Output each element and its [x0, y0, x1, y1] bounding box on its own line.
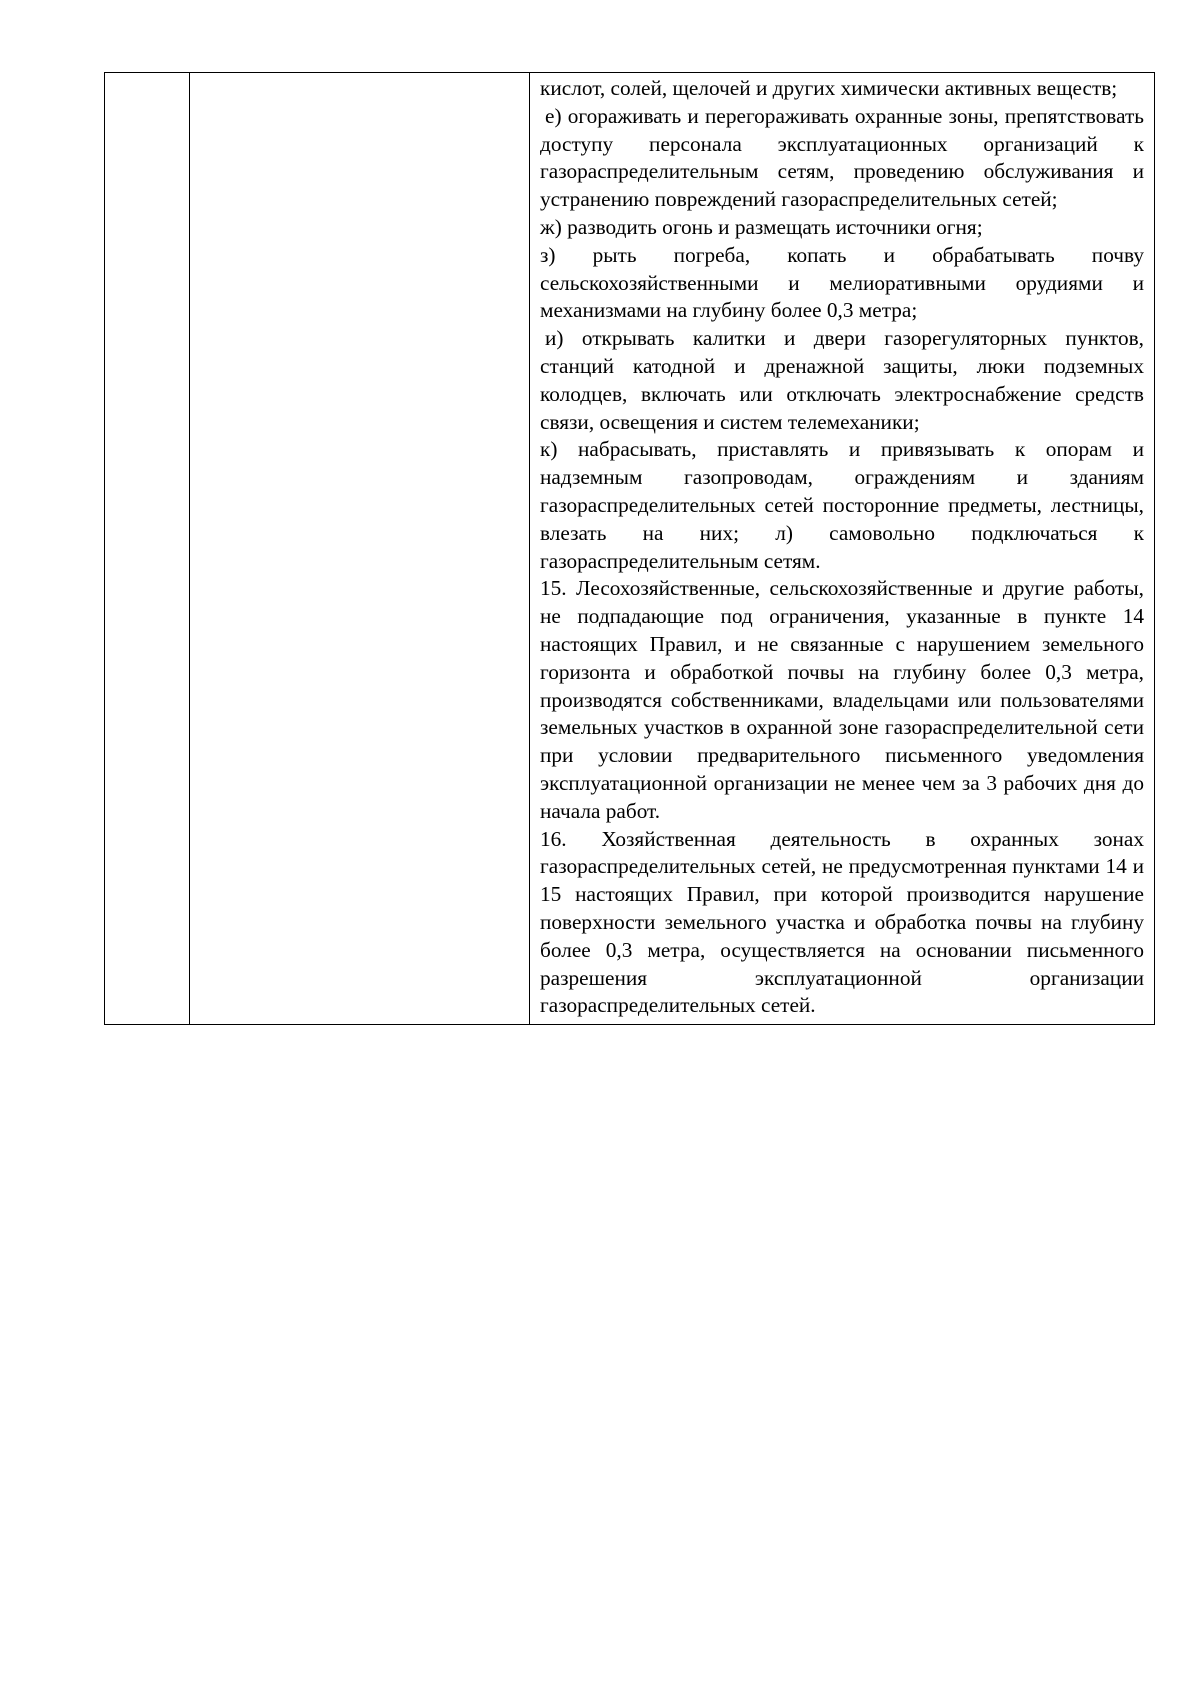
paragraph-item-e: е) огораживать и перегораживать охранные зоны, препятствовать доступу персонала эксплуатационных организаций к газораспределительным сетям, проведению обслуживания и устранению повреждений газораспределительных сетей;	[540, 103, 1144, 212]
paragraph-clause-16: 16. Хозяйственная деятельность в охранных зонах газораспределительных сетей, не предусмотренная пунктами 14 и 15 настоящих Правил, при которой производится нарушение поверхности земельного участка и обработка почвы на глубину более 0,3 метра, осуществляется на основании письменного разрешения эксплуатационной организации газораспределительных сетей.	[540, 826, 1144, 1018]
document-table	[104, 72, 1155, 1025]
paragraph-item-z: з) рыть погреба, копать и обрабатывать почву сельскохозяйственными и мелиоративными орудиями и механизмами на глубину более 0,3 метра;	[540, 242, 1144, 323]
cell-content-body	[530, 73, 1154, 1024]
table-cell-title	[190, 73, 530, 1025]
paragraph-item-i: и) открывать калитки и двери газорегуляторных пунктов, станций катодной и дренажной защиты, люки подземных колодцев, включать или отключать электроснабжение средств связи, освещения и систем телемеханики;	[540, 326, 1144, 434]
table-cell-number	[105, 73, 190, 1025]
paragraph-continuation: кислот, солей, щелочей и других химически активных веществ;	[540, 76, 1118, 100]
paragraph-item-k: к) набрасывать, приставлять и привязывать к опорам и надземным газопроводам, ограждениям и зданиям газораспределительных сетей посторонние предметы, лестницы, влезать на них; л) самовольно подключаться к газораспределительным сетям.	[540, 437, 1144, 573]
table-cell-content	[530, 73, 1155, 1025]
paragraph-clause-15: 15. Лесохозяйственные, сельскохозяйственные и другие работы, не подпадающие под ограничения, указанные в пункте 14 настоящих Правил, и не связанные с нарушением земельного горизонта и обработкой почвы на глубину более 0,3 метра, производятся собственниками, владельцами или пользователями земельных участков в охранной зоне газораспределительной сети при условии предварительного письменного уведомления эксплуатационной организации не менее чем за 3 рабочих дня до начала работ.	[540, 576, 1144, 823]
paragraph-item-zh: ж) разводить огонь и размещать источники огня;	[540, 214, 983, 239]
table-row	[105, 73, 1155, 1025]
